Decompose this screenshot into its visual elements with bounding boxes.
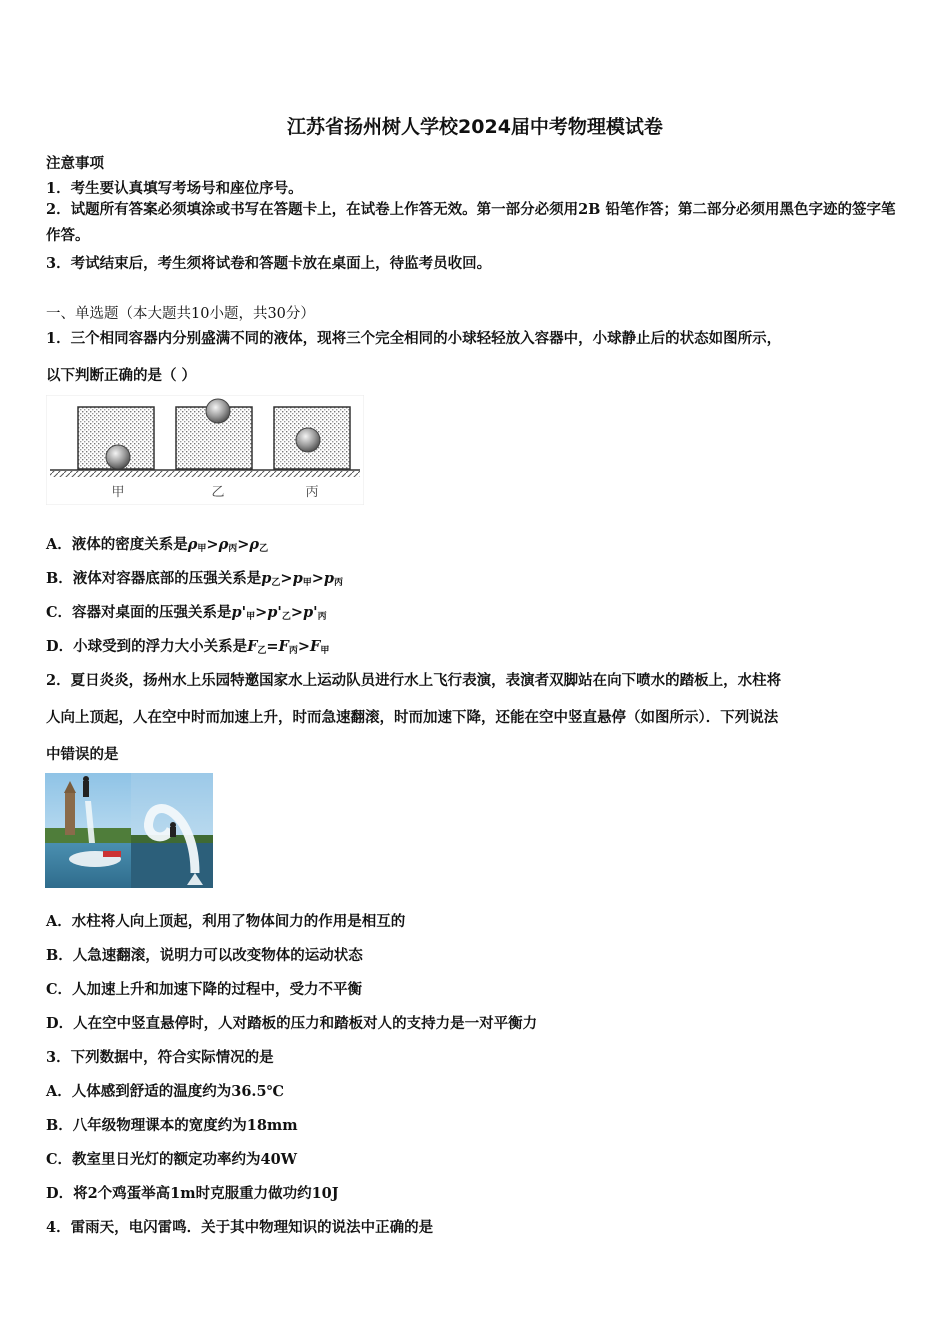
q2-option-c: C．人加速上升和加速下降的过程中，受力不平衡: [46, 981, 363, 998]
q3-stem: 3．下列数据中，符合实际情况的是: [46, 1049, 274, 1066]
q1-option-a: A．液体的密度关系是$\rho_甲>\rho_丙>\rho_乙$: [46, 536, 269, 554]
flyboard-photo: [45, 773, 213, 888]
ball-bing: [296, 428, 320, 452]
q2-option-b: B．人急速翻滚，说明力可以改变物体的运动状态: [46, 947, 363, 964]
q2-stem-line2: 人向上顶起，人在空中时而加速上升，时而急速翻滚，时而加速下降，还能在空中竖直悬停（如图所示）．下列说法: [46, 709, 779, 726]
section-heading: 一、单选题（本大题共10小题，共30分）: [46, 306, 315, 322]
notice-item-3: 3．考试结束后，考生须将试卷和答题卡放在桌面上，待监考员收回。: [46, 255, 492, 272]
q3-option-c: C．教室里日光灯的额定功率约为40W: [46, 1151, 298, 1168]
containers-figure: [46, 395, 364, 505]
ball-jia: [106, 445, 130, 469]
label-yi: 乙: [211, 485, 225, 500]
q1-option-b: B．液体对容器底部的压强关系是$p_乙>p_甲>p_丙$: [46, 570, 344, 588]
q3-option-a: A．人体感到舒适的温度约为36.5℃: [46, 1083, 284, 1100]
q1-option-c: C．容器对桌面的压强关系是$p'_甲>p'_乙>p'_丙$: [46, 604, 327, 622]
q4-stem: 4．雷雨天，电闪雷鸣．关于其中物理知识的说法中正确的是: [46, 1219, 434, 1236]
label-bing: 丙: [305, 485, 319, 500]
q2-stem-line3: 中错误的是: [46, 746, 119, 763]
notice-heading: 注意事项: [46, 155, 104, 172]
q3-option-b: B．八年级物理课本的宽度约为18mm: [46, 1117, 298, 1134]
q2-option-a: A．水柱将人向上顶起，利用了物体间力的作用是相互的: [46, 913, 406, 930]
q2-option-d: D．人在空中竖直悬停时，人对踏板的压力和踏板对人的支持力是一对平衡力: [46, 1015, 538, 1032]
q3-option-d: D．将2个鸡蛋举高1m时克服重力做功约10J: [46, 1185, 339, 1202]
notice-item-2: 2．试题所有答案必须填涂或书写在答题卡上，在试卷上作答无效。第一部分必须用2B 铅笔作答；第二部分必须用黑色字迹的签字笔作答。: [46, 201, 896, 244]
q1-option-d: D．小球受到的浮力大小关系是$F_乙=F_丙>F_甲$: [46, 638, 330, 656]
q1-stem-line2: 以下判断正确的是（ ）: [46, 367, 197, 384]
q1-stem-line1: 1．三个相同容器内分别盛满不同的液体，现将三个完全相同的小球轻轻放入容器中，小球静止后的状态如图所示，: [46, 330, 782, 347]
label-jia: 甲: [111, 485, 125, 500]
notice-item-1: 1．考生要认真填写考场号和座位序号。: [46, 180, 303, 197]
page-title: 江苏省扬州树人学校2024届中考物理模试卷: [287, 116, 663, 138]
q2-stem-line1: 2．夏日炎炎，扬州水上乐园特邀国家水上运动队员进行水上飞行表演，表演者双脚站在向下喷水的踏板上，水柱将: [46, 672, 782, 689]
ball-yi: [206, 399, 230, 423]
